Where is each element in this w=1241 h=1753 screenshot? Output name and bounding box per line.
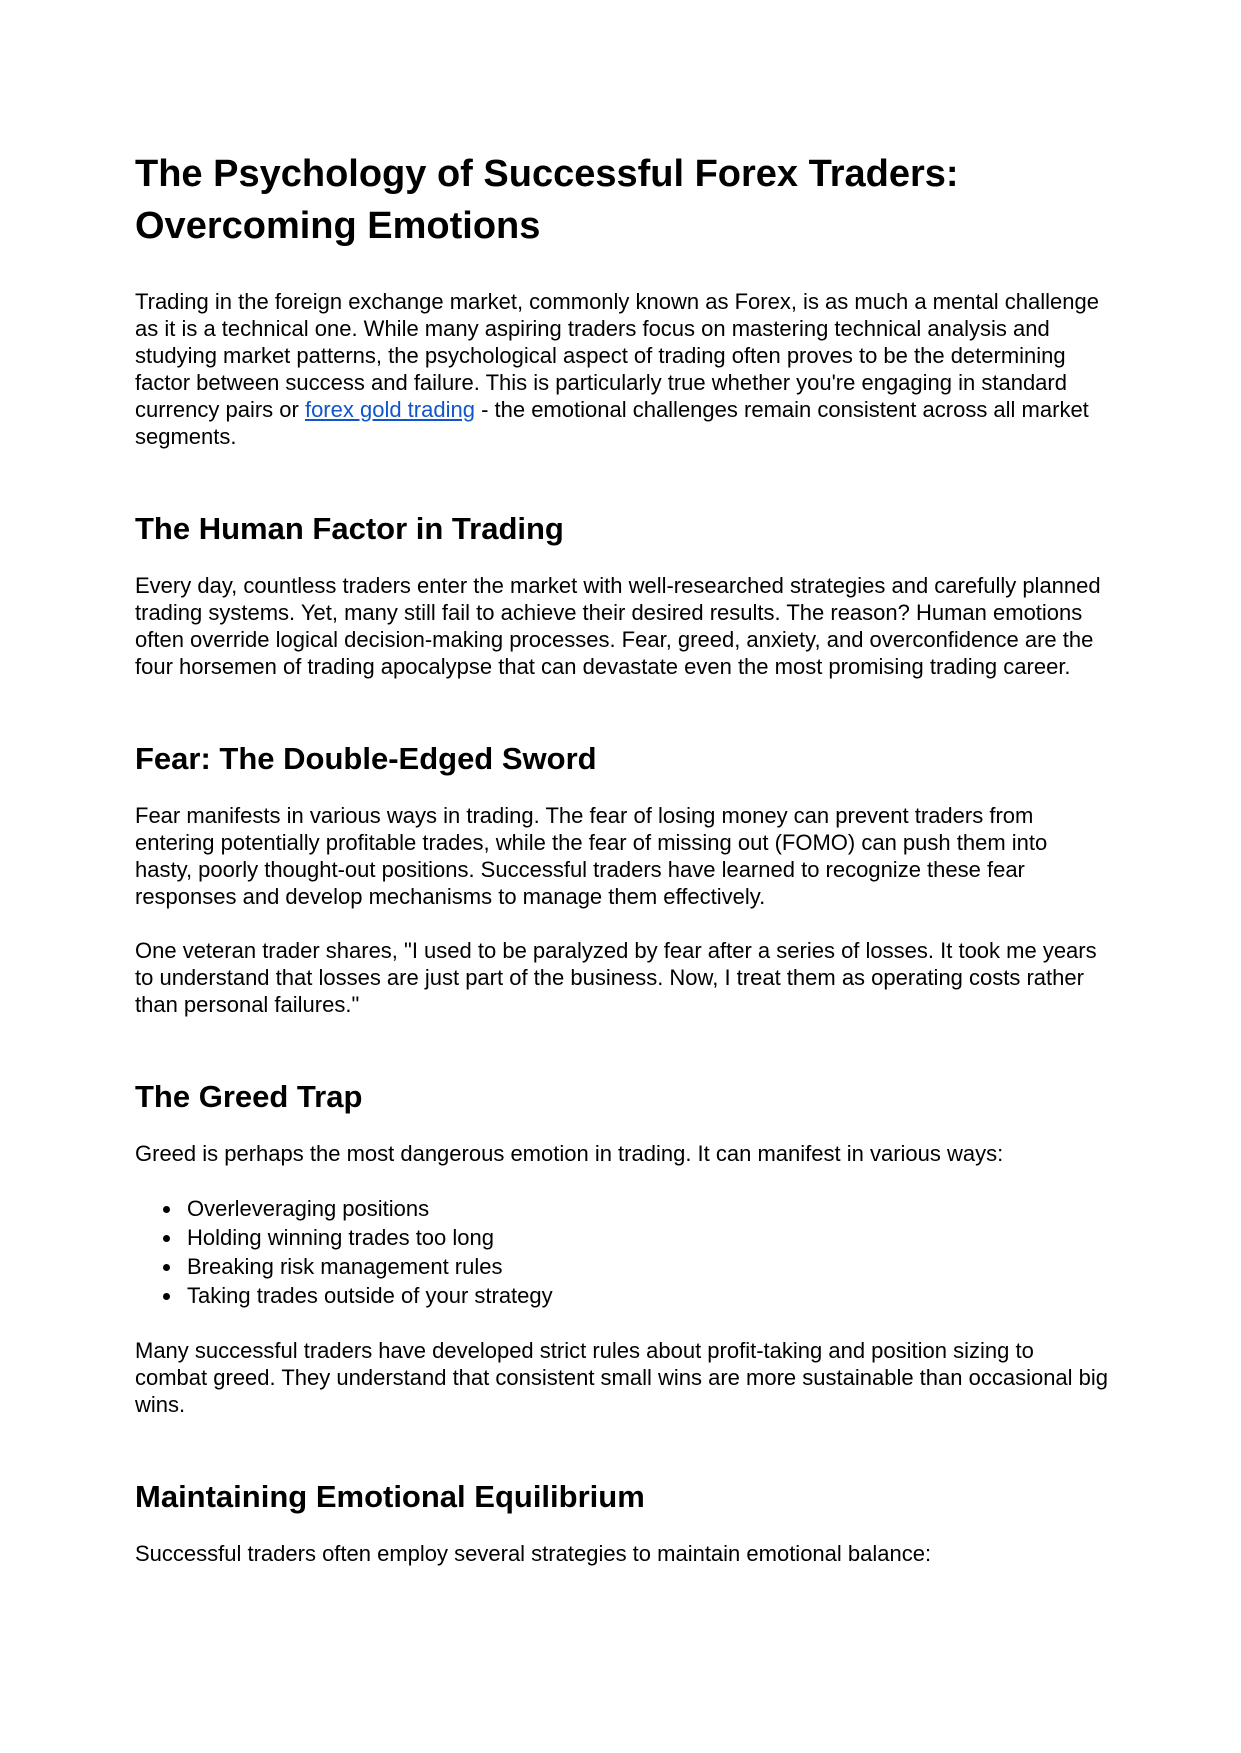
forex-gold-trading-link[interactable]: forex gold trading: [304, 397, 475, 422]
intro-text-before-link: Trading in the foreign exchange market, commonly known as Forex, is as much a mental challenge as it is a technical one. While many aspiring traders focus on mastering technical analysis and studying market patterns, the psychological aspect of trading often proves to be the determining factor between success and failure. This is particularly true whether you're engaging in standard currency pairs or: [135, 289, 1099, 422]
greed-bullet-list: [135, 1194, 1110, 1310]
list-item: • Taking trades outside of your strategy: [183, 1281, 1110, 1310]
list-item: • Breaking risk management rules: [183, 1252, 1110, 1281]
equilibrium-paragraph: Successful traders often employ several strategies to maintain emotional balance:: [135, 1541, 932, 1566]
fear-paragraph-1: Fear manifests in various ways in trading. The fear of losing money can prevent traders from entering potentially profitable trades, while the fear of missing out (FOMO) can push them into hasty, poorly thought-out positions. Successful traders have learned to recognize these fear responses and develop mechanisms to manage them effectively.: [135, 803, 1048, 909]
intro-paragraph: [135, 288, 1110, 450]
heading-human-factor: The Human Factor in Trading: [135, 511, 564, 546]
greed-outro-paragraph: Many successful traders have developed strict rules about profit-taking and position sizing to combat greed. They understand that consistent small wins are more sustainable than occasional big wins.: [135, 1338, 1109, 1417]
heading-greed-trap: The Greed Trap: [135, 1079, 363, 1114]
heading-fear: Fear: The Double-Edged Sword: [135, 741, 597, 776]
fear-paragraph-2: One veteran trader shares, "I used to be paralyzed by fear after a series of losses. It took me years to understand that losses are just part of the business. Now, I treat them as operating costs rather than personal failures.": [135, 938, 1097, 1017]
greed-intro-paragraph: Greed is perhaps the most dangerous emotion in trading. It can manifest in various ways:: [135, 1141, 1004, 1166]
document-title: The Psychology of Successful Forex Traders: Overcoming Emotions: [135, 153, 959, 247]
intro-text-after-link: - the emotional challenges remain consistent across all market segments.: [135, 397, 1089, 449]
human-factor-paragraph: Every day, countless traders enter the market with well-researched strategies and carefully planned trading systems. Yet, many still fail to achieve their desired results. The reason? Human emotions often override logical decision-making processes. Fear, greed, anxiety, and overconfidence are the four horsemen of trading apocalypse that can devastate even the most promising trading career.: [135, 573, 1101, 679]
list-item: • Holding winning trades too long: [183, 1223, 1110, 1252]
list-item: • Overleveraging positions: [183, 1194, 1110, 1223]
heading-emotional-equilibrium: Maintaining Emotional Equilibrium: [135, 1479, 645, 1514]
